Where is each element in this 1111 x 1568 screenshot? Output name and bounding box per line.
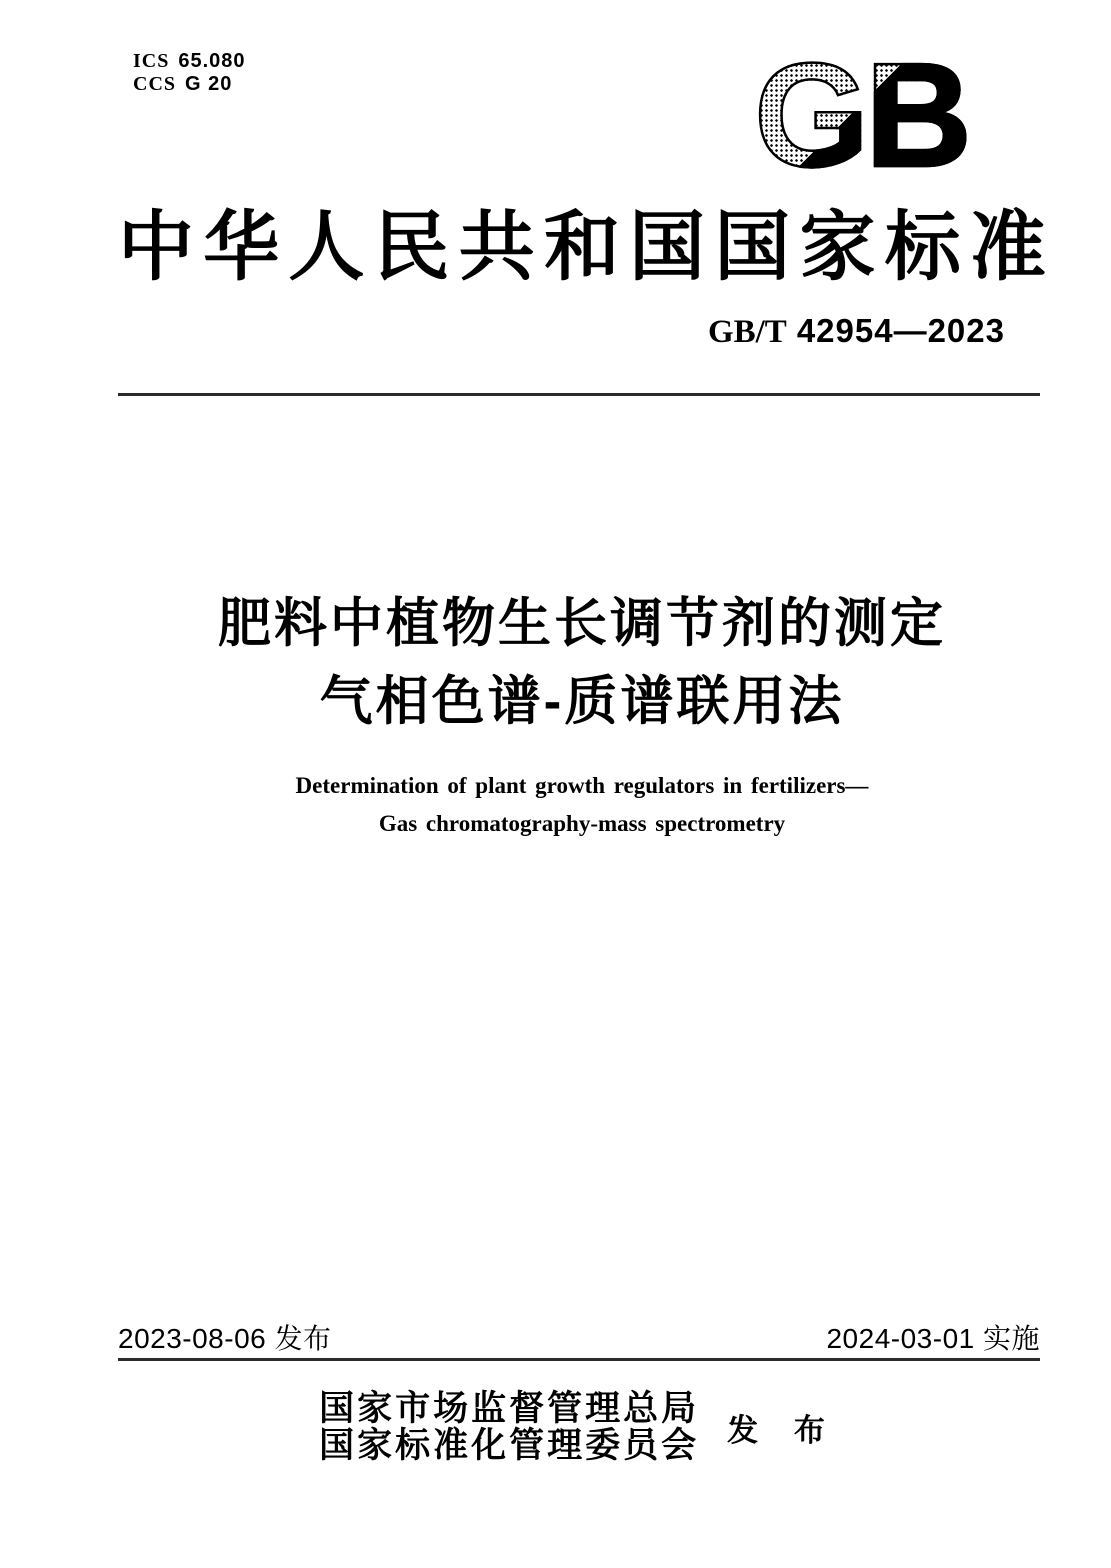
standard-code	[708, 312, 1005, 351]
national-title-char: 民	[373, 206, 450, 290]
ccs-value: G 20	[185, 73, 233, 95]
publisher-line2: 国家标准化管理委员会	[319, 1426, 700, 1465]
ics-value: 65.080	[178, 50, 246, 72]
en-title-line1: Determination of plant growth regulators in fertilizers—	[295, 773, 869, 798]
publish-label: 发 布	[727, 1412, 839, 1448]
national-title-char: 和	[543, 206, 620, 290]
national-title-char: 国	[629, 206, 706, 290]
implement-date: 2024-03-01 实施	[826, 1323, 1040, 1354]
standard-code-number: 42954—2023	[796, 312, 1005, 349]
ics-code	[133, 50, 246, 73]
national-title-char: 标	[884, 206, 961, 290]
ccs-label: CCS	[133, 73, 177, 95]
national-title-char: 人	[288, 206, 365, 290]
dates-row	[118, 1322, 1040, 1356]
national-title-char: 准	[969, 206, 1046, 290]
publisher-names	[319, 1390, 699, 1464]
national-title-char: 中	[118, 206, 194, 290]
top-divider-rule	[118, 393, 1040, 396]
issue-date: 2023-08-06 发布	[118, 1323, 332, 1354]
national-title-char: 国	[714, 206, 791, 290]
publisher-line1: 国家市场监督管理总局	[319, 1389, 700, 1428]
publisher-block	[118, 1390, 1040, 1464]
standard-code-prefix: GB/T	[707, 314, 787, 350]
en-title-line2: Gas chromatography-mass spectrometry	[378, 811, 786, 836]
ics-label: ICS	[133, 50, 170, 72]
cn-title-line2: 气相色谱-质谱联用法	[319, 672, 845, 731]
document-title-english	[118, 767, 1046, 843]
ccs-code	[133, 73, 246, 96]
bottom-divider-rule	[118, 1358, 1040, 1361]
gb-standard-logo	[754, 33, 979, 198]
national-standard-title	[118, 204, 1046, 292]
classification-codes	[133, 50, 246, 96]
national-title-char: 华	[203, 206, 280, 290]
national-title-char: 家	[799, 206, 876, 290]
gb-logo-letters: GB	[754, 58, 979, 174]
cn-title-line1: 肥料中植物生长调节剂的测定	[218, 594, 946, 653]
document-title-chinese	[118, 596, 1046, 730]
national-title-char: 共	[458, 206, 535, 290]
